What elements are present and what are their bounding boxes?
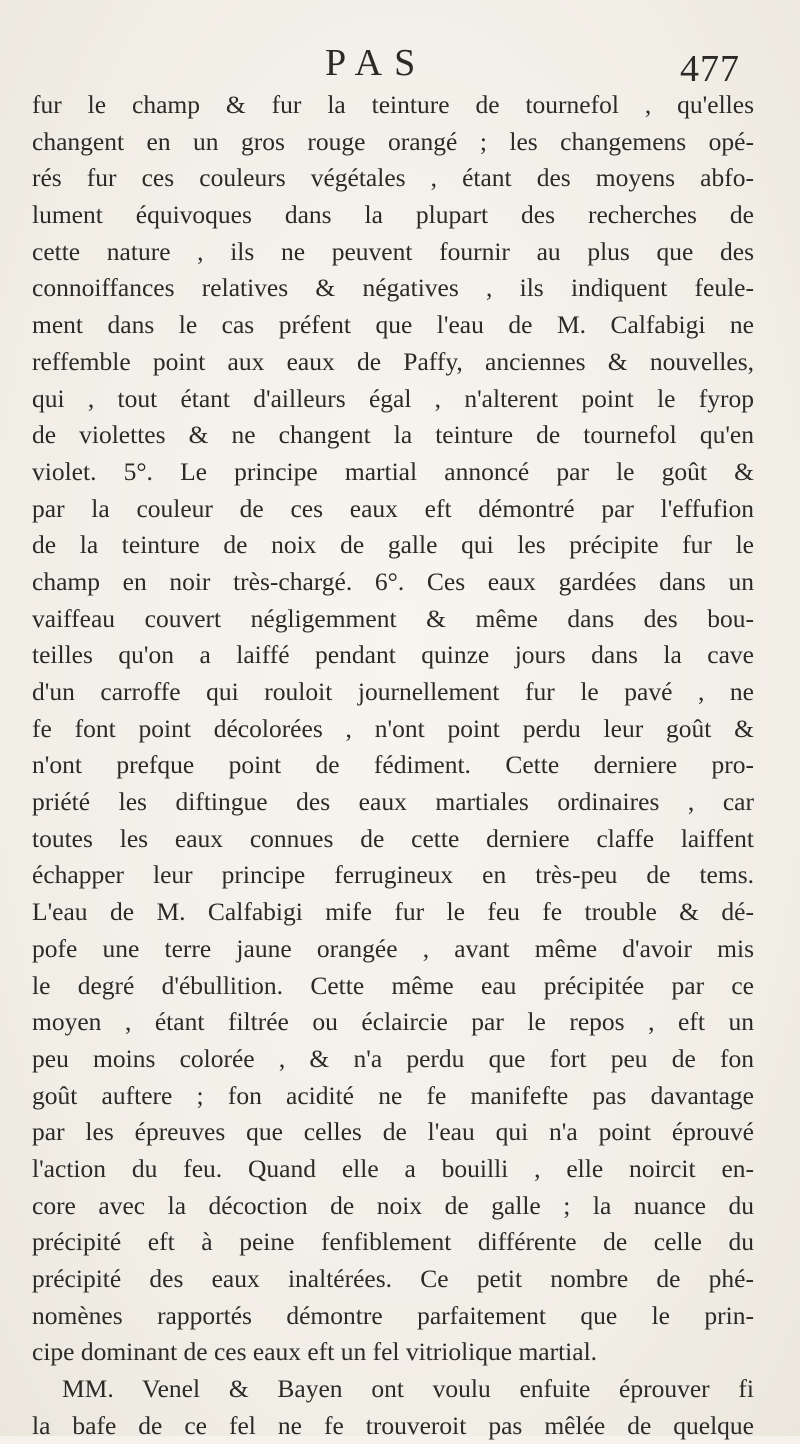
text-line: violet. 5°. Le principe martial annoncé par le goût & [32,456,754,486]
text-line: lument équivoques dans la plupart des recherches de [32,200,754,230]
text-line: teilles qu'on a laiffé pendant quinze jours dans la cave [32,640,754,670]
text-line: fur le champ & fur la teinture de tournefol , qu'elles [32,90,754,119]
text-line: changent en un gros rouge orangé ; les changemens opé- [32,126,754,156]
text-line: pofe une terre jaune orangée , avant même d'avoir mis [32,933,754,963]
text-line: la bafe de ce fel ne fe trouveroit pas mêlée de quelque [32,1410,754,1440]
text-line: qui , tout étant d'ailleurs égal , n'alterent point le fyrop [32,383,754,413]
text-line: n'ont prefque point de fédiment. Cette derniere pro- [32,750,754,780]
text-line: L'eau de M. Calfabigi mife fur le feu fe trouble & dé- [32,897,754,927]
text-line: de violettes & ne changent la teinture de tournefol qu'en [32,420,754,450]
text-line: MM. Venel & Bayen ont voulu enfuite éprouver fi [62,1374,754,1404]
text-line: échapper leur principe ferrugineux en très-peu de tems. [32,860,754,890]
text-line: peu moins colorée , & n'a perdu que fort peu de fon [32,1043,754,1073]
text-line: ment dans le cas préfent que l'eau de M. Calfabigi ne [32,310,754,340]
page-number: 477 [680,48,740,90]
text-line: champ en noir très-chargé. 6°. Ces eaux gardées dans un [32,566,754,596]
text-line: l'action du feu. Quand elle a bouilli , elle noircit en- [32,1153,754,1183]
text-line: précipité eft à peine fenfiblement différente de celle du [32,1227,754,1257]
text-line: goût auftere ; fon acidité ne fe manifefte pas davantage [32,1080,754,1110]
text-line: moyen , étant filtrée ou éclaircie par le repos , eft un [32,1007,754,1037]
text-line: par les épreuves que celles de l'eau qui n'a point éprouvé [32,1117,754,1147]
text-line: rés fur ces couleurs végétales , étant des moyens abfo- [32,163,754,193]
body-text [32,87,754,1444]
text-line: fe font point décolorées , n'ont point perdu leur goût & [32,713,754,743]
text-line: priété les diftingue des eaux martiales ordinaires , car [32,787,754,817]
text-line: vaiffeau couvert négligemment & même dans des bou- [32,603,754,633]
text-line: cette nature , ils ne peuvent fournir au plus que des [32,236,754,266]
text-line: précipité des eaux inaltérées. Ce petit nombre de phé- [32,1264,754,1293]
text-line: le degré d'ébullition. Cette même eau précipitée par ce [32,970,754,1000]
text-line: par la couleur de ces eaux eft démontré par l'effufion [32,493,754,523]
text-line: nomènes rapportés démontre parfaitement que le prin- [32,1300,754,1330]
text-line: reffemble point aux eaux de Paffy, anciennes & nouvelles, [32,346,754,376]
text-line: d'un carroffe qui rouloit journellement fur le pavé , ne [32,677,754,706]
running-head [0,40,800,90]
text-line: core avec la décoction de noix de galle ; la nuance du [32,1190,754,1220]
text-line: de la teinture de noix de galle qui les précipite fur le [32,530,754,560]
running-head-title: PAS [325,42,428,84]
text-line: connoiffances relatives & négatives , ils indiquent feule- [32,273,754,303]
text-line: toutes les eaux connues de cette derniere claffe laiffent [32,823,754,853]
text-line: cipe dominant de ces eaux eft un fel vitriolique martial. [32,1337,598,1367]
